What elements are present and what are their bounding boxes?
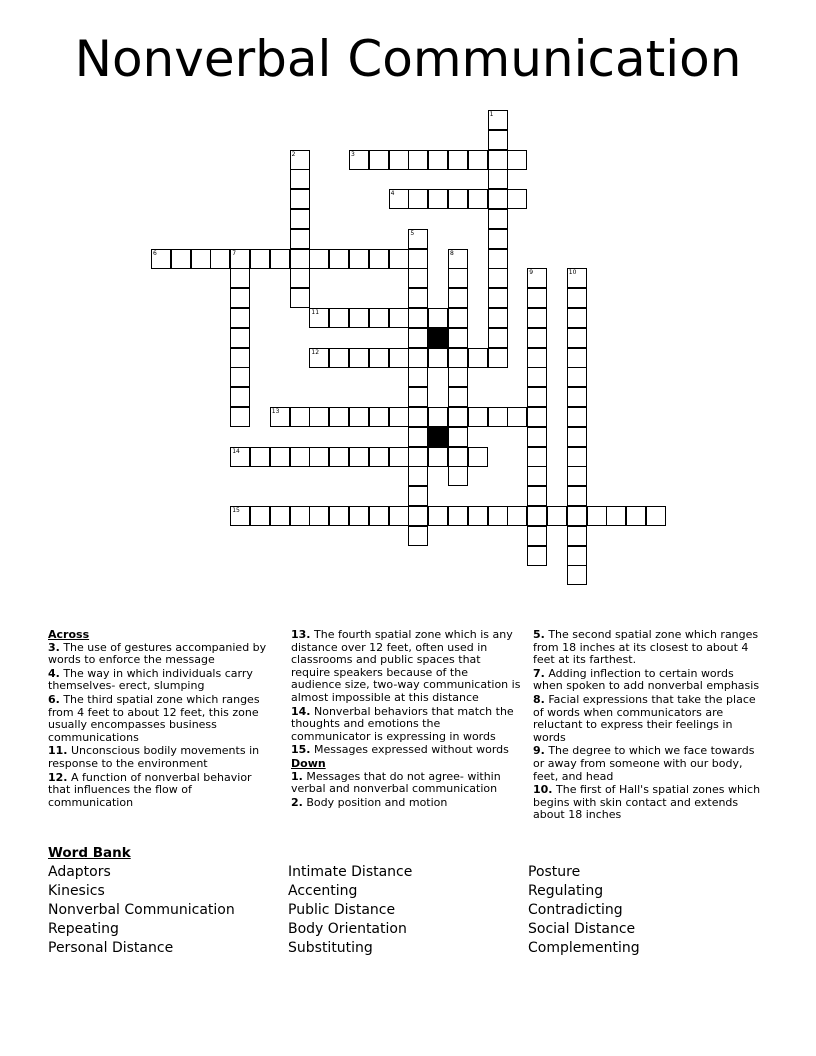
clue-number: 8 xyxy=(450,249,454,257)
grid-cell[interactable] xyxy=(408,328,428,348)
grid-cell[interactable] xyxy=(488,288,508,308)
grid-cell[interactable] xyxy=(408,447,428,467)
grid-cell[interactable] xyxy=(468,150,488,170)
grid-cell[interactable] xyxy=(230,407,250,427)
grid-cell[interactable] xyxy=(428,506,448,526)
clue xyxy=(533,629,765,667)
grid-cell[interactable] xyxy=(230,348,250,368)
clue-number: 2 xyxy=(291,150,296,158)
grid-cell[interactable] xyxy=(527,367,547,387)
grid-cell[interactable] xyxy=(507,189,527,209)
grid-cell[interactable] xyxy=(389,249,409,269)
grid-cell[interactable] xyxy=(527,328,547,348)
grid-cell[interactable] xyxy=(408,268,428,288)
grid-cell[interactable] xyxy=(468,506,488,526)
grid-cell[interactable] xyxy=(408,367,428,387)
clue-text: The second spatial zone which ranges from 18 inches at its closest to about 4 feet at its farthest. xyxy=(533,628,759,667)
grid-cell[interactable] xyxy=(329,407,349,427)
grid-cell[interactable] xyxy=(567,565,587,585)
clue-number-label: 8. xyxy=(533,692,545,706)
word-bank-item: Repeating xyxy=(48,921,119,937)
grid-cell[interactable] xyxy=(309,506,329,526)
grid-cell[interactable] xyxy=(527,466,547,486)
grid-cell[interactable] xyxy=(230,447,250,467)
grid-cell[interactable] xyxy=(389,189,409,209)
grid-cell[interactable] xyxy=(408,427,428,447)
grid-cell[interactable] xyxy=(369,150,389,170)
clue-number-label: 12. xyxy=(48,770,68,784)
grid-cell[interactable] xyxy=(329,308,349,328)
grid-cell[interactable] xyxy=(290,268,310,288)
grid-cell[interactable] xyxy=(349,407,369,427)
grid-cell[interactable] xyxy=(567,387,587,407)
grid-cell[interactable] xyxy=(309,447,329,467)
word-bank-item: Social Distance xyxy=(528,921,636,937)
clue-number: 12 xyxy=(311,348,320,356)
clue-text: The third spatial zone which ranges from 4 feet to about 12 feet, this zone usually encompasses business communications xyxy=(48,692,260,744)
grid-cell[interactable] xyxy=(329,447,349,467)
grid-cell[interactable] xyxy=(408,407,428,427)
grid-cell[interactable] xyxy=(527,447,547,467)
grid-cell[interactable] xyxy=(309,348,329,368)
grid-cell[interactable] xyxy=(468,407,488,427)
grid-cell[interactable] xyxy=(567,308,587,328)
clue-number: 3 xyxy=(351,150,355,158)
grid-cell[interactable] xyxy=(270,249,290,269)
clue-text: Facial expressions that take the place of words when communicators are reluctant to express their feelings in words xyxy=(533,692,756,744)
page-title: Nonverbal Communication xyxy=(74,30,742,88)
grid-cell[interactable] xyxy=(527,526,547,546)
grid-cell[interactable] xyxy=(389,308,409,328)
clue-section-heading: Down xyxy=(291,756,326,770)
grid-cell[interactable] xyxy=(408,348,428,368)
grid-cell[interactable] xyxy=(488,130,508,150)
clues-column-3 xyxy=(533,629,765,823)
grid-cell[interactable] xyxy=(329,506,349,526)
grid-cell[interactable] xyxy=(547,506,567,526)
grid-cell[interactable] xyxy=(349,249,369,269)
clue xyxy=(291,797,521,810)
grid-cell[interactable] xyxy=(567,328,587,348)
grid-cell[interactable] xyxy=(290,189,310,209)
clue-number-label: 6. xyxy=(48,692,60,706)
clue-text: The way in which individuals carry themselves- erect, slumping xyxy=(48,666,253,693)
grid-cell[interactable] xyxy=(369,249,389,269)
clue xyxy=(48,668,273,693)
grid-cell[interactable] xyxy=(448,328,468,348)
grid-cell[interactable] xyxy=(527,268,547,288)
clue-number: 15 xyxy=(232,507,240,514)
grid-cell[interactable] xyxy=(507,407,527,427)
clue-number-label: 3. xyxy=(48,640,60,654)
clue-text: The degree to which we face towards or away from someone with our body, feet, and head xyxy=(533,744,755,783)
grid-cell[interactable] xyxy=(428,308,448,328)
grid-cell[interactable] xyxy=(389,447,409,467)
grid-cell[interactable] xyxy=(428,150,448,170)
grid-cell[interactable] xyxy=(507,150,527,170)
clue-number: 10 xyxy=(568,269,577,277)
word-bank-item: Personal Distance xyxy=(48,940,174,956)
grid-cell[interactable] xyxy=(428,348,448,368)
clue xyxy=(48,745,273,770)
grid-cell[interactable] xyxy=(408,150,428,170)
grid-cell[interactable] xyxy=(448,427,468,447)
grid-cell[interactable] xyxy=(488,229,508,249)
grid-cell[interactable] xyxy=(171,249,191,269)
black-cell xyxy=(428,328,448,348)
grid-cell[interactable] xyxy=(250,506,270,526)
grid-cell[interactable] xyxy=(290,288,310,308)
grid-cell[interactable] xyxy=(230,328,250,348)
grid-cell[interactable] xyxy=(448,367,468,387)
grid-cell[interactable] xyxy=(567,427,587,447)
word-bank-item: Public Distance xyxy=(288,902,396,918)
clue xyxy=(48,694,273,744)
grid-cell[interactable] xyxy=(329,249,349,269)
clue-number: 4 xyxy=(390,190,395,198)
word-bank-item: Nonverbal Communication xyxy=(48,902,235,918)
clue xyxy=(48,642,273,667)
word-bank-item: Contradicting xyxy=(528,902,623,918)
grid-cell[interactable] xyxy=(448,189,468,209)
grid-cell[interactable] xyxy=(230,367,250,387)
grid-cell[interactable] xyxy=(389,506,409,526)
word-bank-item: Body Orientation xyxy=(288,921,407,937)
clue xyxy=(48,772,273,810)
grid-cell[interactable] xyxy=(290,407,310,427)
grid-cell[interactable] xyxy=(488,189,508,209)
clue-text: Nonverbal behaviors that match the thoughts and emotions the communicator is expressing in words xyxy=(291,704,514,743)
grid-cell[interactable] xyxy=(389,150,409,170)
grid-cell[interactable] xyxy=(488,506,508,526)
clue-number: 11 xyxy=(311,309,320,316)
grid-cell[interactable] xyxy=(527,407,547,427)
grid-cell[interactable] xyxy=(250,249,270,269)
grid-cell[interactable] xyxy=(488,110,508,130)
grid-cell[interactable] xyxy=(527,427,547,447)
grid-cell[interactable] xyxy=(408,387,428,407)
grid-cell[interactable] xyxy=(567,486,587,506)
grid-cell[interactable] xyxy=(567,447,587,467)
clue-number-label: 4. xyxy=(48,666,60,680)
grid-cell[interactable] xyxy=(290,249,310,269)
word-bank-column xyxy=(48,863,288,958)
grid-cell[interactable] xyxy=(567,367,587,387)
grid-cell[interactable] xyxy=(389,407,409,427)
grid-cell[interactable] xyxy=(527,486,547,506)
grid-cell[interactable] xyxy=(507,506,527,526)
clue-text: The first of Hall's spatial zones which begins with skin contact and extends about 18 inches xyxy=(533,783,761,822)
grid-cell[interactable] xyxy=(210,249,230,269)
grid-cell[interactable] xyxy=(329,348,349,368)
grid-cell[interactable] xyxy=(290,229,310,249)
clue-number: 6 xyxy=(153,249,157,257)
grid-cell[interactable] xyxy=(587,506,607,526)
grid-cell[interactable] xyxy=(408,189,428,209)
clue-text: The fourth spatial zone which is any distance over 12 feet, often used in classrooms and public spaces that require speakers because of the audience size, two-way communication is almost impossible at this distance xyxy=(291,628,521,704)
clue-number-label: 5. xyxy=(533,628,545,641)
grid-cell[interactable] xyxy=(527,546,547,566)
clues-column-1 xyxy=(48,629,273,810)
grid-cell[interactable] xyxy=(309,308,329,328)
clue-number: 9 xyxy=(529,269,534,277)
grid-cell[interactable] xyxy=(230,268,250,288)
clue xyxy=(291,771,521,796)
word-bank-columns xyxy=(48,863,788,958)
grid-cell[interactable] xyxy=(408,526,428,546)
grid-cell[interactable] xyxy=(567,506,587,526)
clue-section-heading: Across xyxy=(48,628,90,641)
word-bank xyxy=(48,845,788,958)
grid-cell[interactable] xyxy=(567,546,587,566)
grid-cell[interactable] xyxy=(349,348,369,368)
grid-cell[interactable] xyxy=(369,348,389,368)
grid-cell[interactable] xyxy=(290,506,310,526)
grid-cell[interactable] xyxy=(349,150,369,170)
grid-cell[interactable] xyxy=(448,249,468,269)
grid-cell[interactable] xyxy=(270,407,290,427)
word-bank-item: Regulating xyxy=(528,883,604,899)
grid-cell[interactable] xyxy=(448,308,468,328)
grid-cell[interactable] xyxy=(448,348,468,368)
grid-cell[interactable] xyxy=(191,249,211,269)
grid-cell[interactable] xyxy=(448,447,468,467)
grid-cell[interactable] xyxy=(408,288,428,308)
clue-number: 14 xyxy=(232,447,240,455)
grid-cell[interactable] xyxy=(448,387,468,407)
grid-cell[interactable] xyxy=(567,407,587,427)
grid-cell[interactable] xyxy=(488,328,508,348)
clue-number-label: 14. xyxy=(291,704,311,718)
grid-cell[interactable] xyxy=(290,150,310,170)
grid-cell[interactable] xyxy=(448,268,468,288)
grid-cell[interactable] xyxy=(349,308,369,328)
grid-cell[interactable] xyxy=(646,506,666,526)
clue-text: Messages that do not agree- within verbal and nonverbal communication xyxy=(291,769,501,796)
grid-cell[interactable] xyxy=(488,249,508,269)
grid-cell[interactable] xyxy=(428,189,448,209)
grid-cell[interactable] xyxy=(428,447,448,467)
clue-number-label: 13. xyxy=(291,628,311,641)
word-bank-column xyxy=(528,863,768,958)
grid-cell[interactable] xyxy=(448,288,468,308)
grid-cell[interactable] xyxy=(448,506,468,526)
grid-cell[interactable] xyxy=(567,288,587,308)
word-bank-heading: Word Bank xyxy=(48,845,131,861)
grid-cell[interactable] xyxy=(230,249,250,269)
grid-cell[interactable] xyxy=(290,209,310,229)
grid-cell[interactable] xyxy=(606,506,626,526)
clue-number-label: 10. xyxy=(533,783,553,797)
grid-cell[interactable] xyxy=(250,447,270,467)
grid-cell[interactable] xyxy=(527,387,547,407)
word-bank-item: Adaptors xyxy=(48,864,111,880)
clue-number-label: 15. xyxy=(291,743,311,757)
grid-cell[interactable] xyxy=(448,150,468,170)
grid-cell[interactable] xyxy=(349,506,369,526)
grid-cell[interactable] xyxy=(527,308,547,328)
grid-cell[interactable] xyxy=(408,229,428,249)
grid-cell[interactable] xyxy=(230,288,250,308)
clue xyxy=(533,694,765,744)
grid-cell[interactable] xyxy=(369,308,389,328)
clue xyxy=(291,744,521,757)
grid-cell[interactable] xyxy=(527,288,547,308)
word-bank-item: Intimate Distance xyxy=(288,864,413,880)
grid-cell[interactable] xyxy=(488,169,508,189)
grid-cell[interactable] xyxy=(408,466,428,486)
grid-cell[interactable] xyxy=(567,466,587,486)
grid-cell[interactable] xyxy=(488,348,508,368)
grid-cell[interactable] xyxy=(290,447,310,467)
grid-cell[interactable] xyxy=(567,526,587,546)
grid-cell[interactable] xyxy=(527,348,547,368)
grid-cell[interactable] xyxy=(270,447,290,467)
clue xyxy=(533,745,765,783)
grid-cell[interactable] xyxy=(369,506,389,526)
clue xyxy=(533,668,765,693)
clue-text: Body position and motion xyxy=(302,795,448,809)
grid-cell[interactable] xyxy=(408,506,428,526)
grid-cell[interactable] xyxy=(488,150,508,170)
word-bank-item: Kinesics xyxy=(48,883,105,899)
grid-cell[interactable] xyxy=(468,348,488,368)
grid-cell[interactable] xyxy=(151,249,171,269)
grid-cell[interactable] xyxy=(408,308,428,328)
grid-cell[interactable] xyxy=(309,407,329,427)
grid-cell[interactable] xyxy=(230,387,250,407)
grid-cell[interactable] xyxy=(270,506,290,526)
black-cell xyxy=(428,427,448,447)
clue-text: The use of gestures accompanied by words to enforce the message xyxy=(48,640,267,667)
clue-number: 1 xyxy=(489,111,494,118)
grid-cell[interactable] xyxy=(567,268,587,288)
grid-cell[interactable] xyxy=(468,189,488,209)
grid-cell[interactable] xyxy=(408,249,428,269)
grid-cell[interactable] xyxy=(428,407,448,427)
clue-number-label: 2. xyxy=(291,795,303,809)
grid-cell[interactable] xyxy=(626,506,646,526)
grid-cell[interactable] xyxy=(448,466,468,486)
clue-number-label: 11. xyxy=(48,744,68,758)
grid-cell[interactable] xyxy=(567,348,587,368)
clue-number: 13 xyxy=(271,408,280,415)
clue-text: A function of nonverbal behavior that influences the flow of communication xyxy=(48,770,252,809)
word-bank-item: Accenting xyxy=(288,883,358,899)
grid-cell[interactable] xyxy=(488,407,508,427)
word-bank-item: Complementing xyxy=(528,940,640,956)
grid-cell[interactable] xyxy=(488,209,508,229)
clue-number: 5 xyxy=(410,229,415,237)
grid-cell[interactable] xyxy=(448,407,468,427)
grid-cell[interactable] xyxy=(369,407,389,427)
grid-cell[interactable] xyxy=(488,308,508,328)
word-bank-item: Substituting xyxy=(288,940,373,956)
grid-cell[interactable] xyxy=(290,169,310,189)
clue-text: Messages expressed without words xyxy=(310,743,509,757)
grid-cell[interactable] xyxy=(408,486,428,506)
clue-number: 7 xyxy=(232,249,237,257)
grid-cell[interactable] xyxy=(230,506,250,526)
grid-cell[interactable] xyxy=(230,308,250,328)
word-bank-column xyxy=(288,863,528,958)
grid-cell[interactable] xyxy=(527,506,547,526)
clue xyxy=(533,784,765,822)
clue-number-label: 1. xyxy=(291,769,303,783)
clue xyxy=(291,629,521,705)
grid-cell[interactable] xyxy=(468,447,488,467)
clue-text: Adding inflection to certain words when spoken to add nonverbal emphasis xyxy=(533,666,760,693)
clue-number-label: 9. xyxy=(533,744,545,758)
clue xyxy=(291,706,521,744)
grid-cell[interactable] xyxy=(349,447,369,467)
clue-text: Unconscious bodily movements in response to the environment xyxy=(48,744,260,770)
grid-cell[interactable] xyxy=(309,249,329,269)
grid-cell[interactable] xyxy=(389,348,409,368)
grid-cell[interactable] xyxy=(488,268,508,288)
clue-number-label: 7. xyxy=(533,666,545,680)
clues-column-2 xyxy=(291,629,521,810)
grid-cell[interactable] xyxy=(369,447,389,467)
word-bank-item: Posture xyxy=(528,864,581,880)
